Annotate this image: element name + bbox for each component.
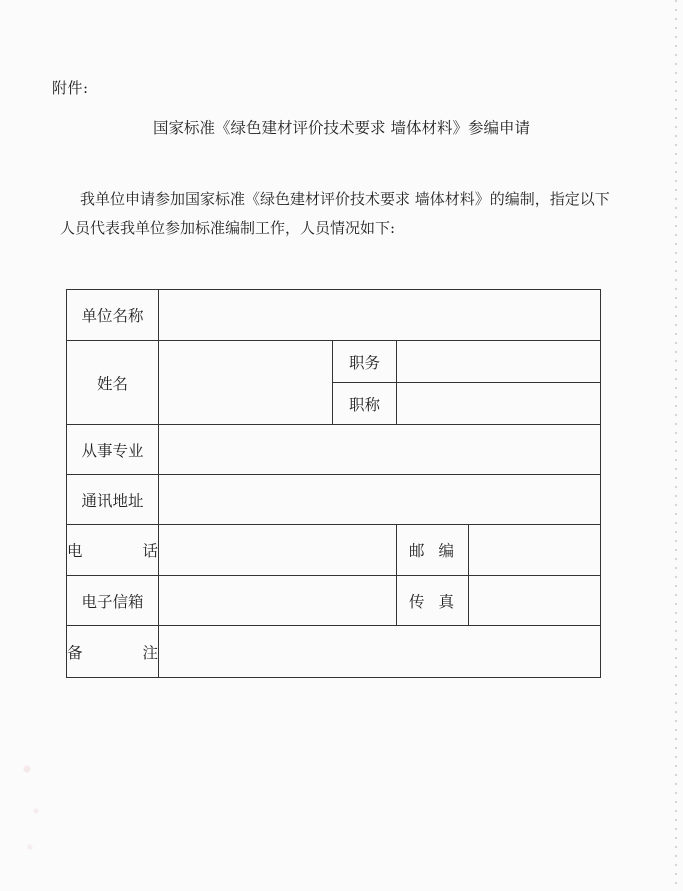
document-title: 国家标准《绿色建材评价技术要求 墙体材料》参编申请 — [153, 119, 530, 137]
unit-name-label: 单位名称 — [67, 290, 159, 341]
name-label: 姓名 — [67, 341, 159, 425]
postcode-label: 邮 编 — [397, 525, 469, 576]
row-unit-name — [67, 290, 601, 341]
specialty-field[interactable] — [159, 425, 601, 475]
row-address — [67, 475, 601, 525]
name-field[interactable] — [159, 341, 333, 425]
postcode-field[interactable] — [469, 525, 601, 576]
remarks-field[interactable] — [159, 626, 601, 678]
row-email-fax — [67, 576, 601, 626]
address-label: 通讯地址 — [67, 475, 159, 525]
scan-edge-mark — [675, 0, 677, 891]
remarks-label: 备 注 — [67, 626, 159, 678]
address-field[interactable] — [159, 475, 601, 525]
attachment-label: 附件: — [52, 79, 89, 97]
specialty-label: 从事专业 — [67, 425, 159, 475]
intro-paragraph: 我单位申请参加国家标准《绿色建材评价技术要求 墙体材料》的编制，指定以下人员代表我单位参加标准编制工作，人员情况如下: — [60, 190, 610, 237]
title-field[interactable] — [397, 383, 601, 425]
row-phone-postcode — [67, 525, 601, 576]
row-specialty — [67, 425, 601, 475]
fax-label: 传 真 — [397, 576, 469, 626]
row-name-position — [67, 341, 601, 383]
position-label: 职务 — [333, 341, 397, 383]
fax-field[interactable] — [469, 576, 601, 626]
email-field[interactable] — [159, 576, 397, 626]
phone-label: 电 话 — [67, 525, 159, 576]
email-label: 电子信箱 — [67, 576, 159, 626]
scan-speckle — [18, 745, 48, 865]
unit-name-field[interactable] — [159, 290, 601, 341]
position-field[interactable] — [397, 341, 601, 383]
phone-field[interactable] — [159, 525, 397, 576]
row-remarks — [67, 626, 601, 678]
application-form-table — [66, 289, 601, 678]
title-label: 职称 — [333, 383, 397, 425]
